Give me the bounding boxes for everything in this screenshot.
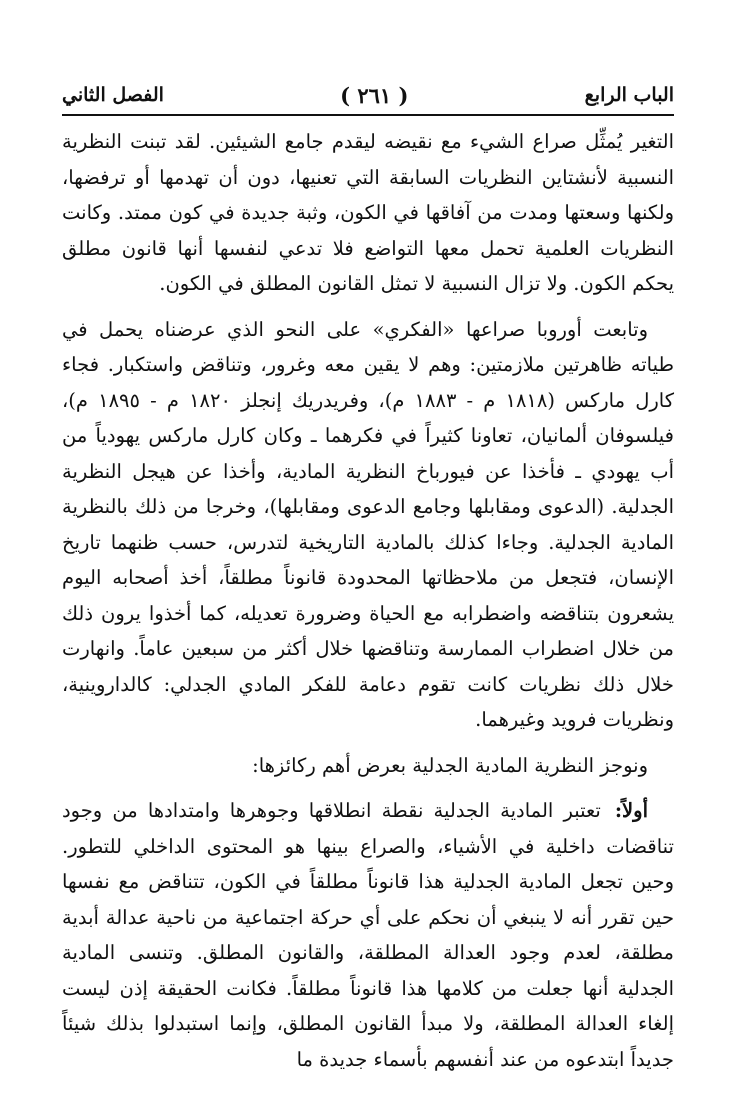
paragraph-summary-intro: ونوجز النظرية المادية الجدلية بعرض أهم ركائزها: (252, 753, 648, 777)
first-pillar-text: تعتبر المادية الجدلية نقطة انطلاقها وجوهرها وامتدادها من وجود تناقضات داخلية في الأشياء، والصراع بينها هو المحتوى الداخلي للتطور. وحين تجعل المادية الجدلية هذا قانوناً مطلقاً في الكون، تتناقض مع نفسها حين تقرر أنه لا ينبغي أن نحكم على أي حركة اجتماعية من ناحية عدالة أبدية مطلقة، لعدم وجود العدالة المطلقة، والقانون المطلق. وتنسى المادية الجدلية أنها جعلت من كلامها هذا قانوناً مطلقاً. فكانت الحقيقة إذن ليست إلغاء العدالة المطلقة، ولا مبدأ القانون المطلق، وإنما استبدلوا بذلك شيئاً جديداً ابتدعوه من عند أنفسهم بأسماء جديدة ما (62, 799, 674, 1071)
running-header (62, 78, 674, 112)
chapter-title: الباب الرابع (584, 84, 674, 106)
header-divider (62, 114, 674, 116)
page-number: ( ٢٦١ ) (340, 82, 409, 108)
paragraph-marxism: وتابعت أوروبا صراعها «الفكري» على النحو الذي عرضناه يحمل في طياته ظاهرتين ملازمتين: وهم لا يقين معه وغرور، وتناقض واستكبار. فجاء كارل ماركس (١٨١٨ م - ١٨٨٣ م)، وفريدريك إنجلز ١٨٢٠ م - ١٨٩٥ م)، فيلسوفان ألمانيان، تعاونا كثيراً في فكرهما ـ وكان كارل ماركس يهودياً من أب يهودي ـ فأخذا عن فيورباخ النظرية المادية، وأخذا عن هيجل النظرية الجدلية. (الدعوى ومقابلها وجامع الدعوى ومقابلها)، وخرجا من ذلك بالنظرية المادية الجدلية. وجاءا كذلك بالمادية التاريخية لتدرس، حسب ظنهما تاريخ الإنسان، فتجعل من ملاحظاتها المحدودة قانوناً مطلقاً، أخذ أصحابه اليوم يشعرون بتناقضه واضطرابه مع الحياة وضرورة تعديله، كما أخذوا يرون ذلك من خلال اضطراب الممارسة وتناقضها خلال أكثر من سبعين عاماً. وانهارت خلال ذلك نظريات كانت تقوم دعامة للفكر المادي الجدلي: كالداروينية، ونظريات فرويد وغيرهما. (62, 317, 675, 731)
first-pillar-lead: أولاً: (614, 799, 648, 822)
paragraph-first-pillar (62, 793, 674, 1077)
body-text (62, 124, 674, 1077)
section-title: الفصل الثاني (62, 84, 164, 106)
paragraph-relativity: التغير يُمثِّل صراع الشيء مع نقيضه ليقدم جامع الشيئين. لقد تبنت النظرية النسبية لأنشتاين النظريات السابقة التي تعنيها، دون أن تهدمها أو ترفضها، ولكنها وسعتها ومدت من آفاقها في الكون، وثبة جديدة في كون ممتد. وكانت النظريات العلمية تحمل معها التواضع فلا تدعي لنفسها أنها قانون مطلق يحكم الكون. ولا تزال النسبية لا تمثل القانون المطلق في الكون. (62, 130, 674, 295)
